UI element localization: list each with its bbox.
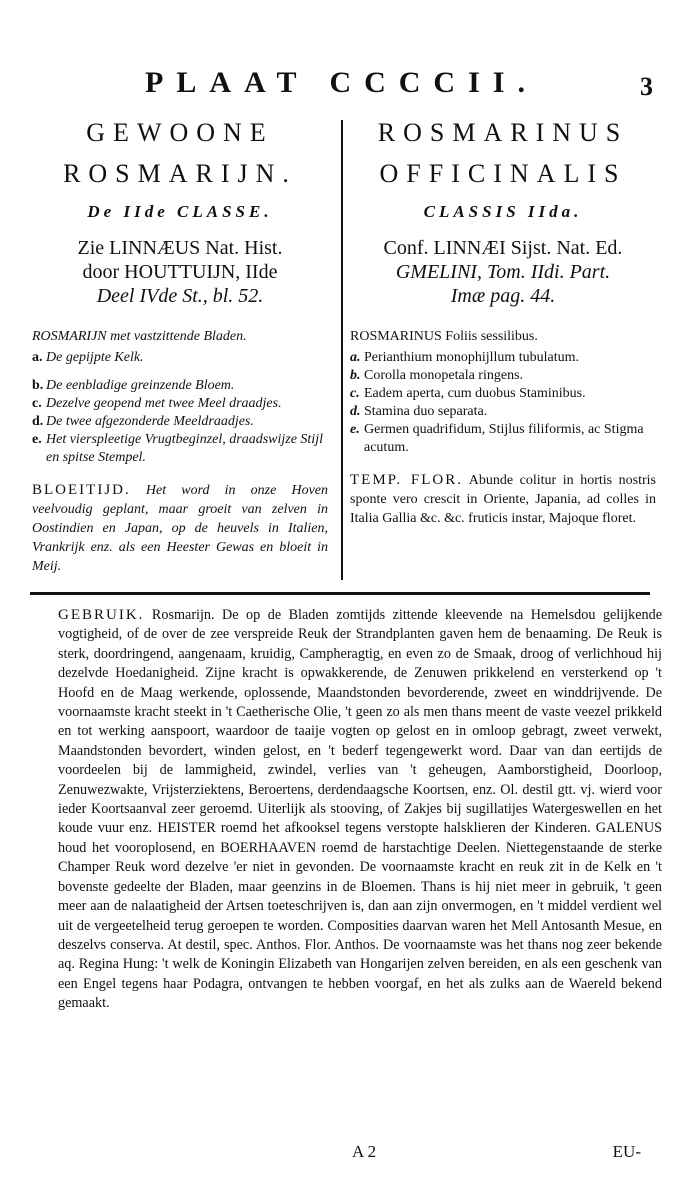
- catchword: EU-: [612, 1142, 641, 1161]
- latin-column: [350, 112, 656, 528]
- item-text: Stamina duo separata.: [364, 404, 488, 419]
- item-label: e.: [350, 422, 360, 437]
- horizontal-rule: [30, 592, 650, 595]
- item-label: a.: [32, 350, 43, 365]
- item-label: b.: [32, 378, 44, 393]
- item-label: c.: [350, 386, 360, 401]
- dutch-class-line: De IIde CLASSE.: [87, 202, 273, 221]
- dutch-item: [32, 431, 328, 467]
- latin-item: [350, 385, 656, 403]
- item-text: Perianthium monophijllum tubulatum.: [364, 350, 580, 365]
- latin-item: [350, 403, 656, 421]
- dutch-ref-line2: door HOUTTUIJN, IIde: [82, 261, 278, 283]
- dutch-item: [32, 377, 328, 395]
- dutch-flowering: [32, 481, 328, 576]
- latin-item: [350, 349, 656, 367]
- item-text: Het vierspleetige Vrugtbeginzel, draadswijze Stijl en spitse Stempel.: [46, 432, 323, 465]
- latin-item: [350, 421, 656, 457]
- latin-title-line1: ROSMARINUS: [377, 118, 629, 147]
- latin-ref-line3: Imæ pag. 44.: [450, 285, 556, 307]
- item-label: b.: [350, 368, 361, 383]
- usage-label: GEBRUIK.: [58, 607, 145, 623]
- latin-ref-line1: Conf. LINNÆI Sijst. Nat. Ed.: [383, 237, 623, 259]
- latin-ref-line2: GMELINI, Tom. IIdi. Part.: [395, 261, 611, 283]
- flowering-text: Abunde colitur in hortis nostris sponte vero crescit in Oriente, Japania, ad colles in Italia Gallia &c. &c. fruticis instar, Majoque floret.: [350, 473, 657, 526]
- item-text: Germen quadrifidum, Stijlus filiformis, ac Stigma acutum.: [364, 422, 644, 455]
- column-divider: [341, 120, 343, 580]
- item-label: a.: [350, 350, 361, 365]
- page-number: 3: [640, 72, 653, 101]
- plate-title: PLAAT CCCCII.: [145, 66, 538, 99]
- latin-item: [350, 367, 656, 385]
- latin-flowering: [350, 471, 656, 528]
- item-text: De eenbladige greinzende Bloem.: [46, 378, 235, 393]
- dutch-description: [32, 328, 328, 467]
- dutch-column: [32, 112, 328, 576]
- usage-text: Rosmarijn. De op de Bladen zomtijds zittende kleevende na Hemelsdou gelijkende vogtigheid, of de over de zee verspreide Reuk der Strandplanten gaven hem de benaaming. De Reuk is sterk, doordringend, aangenaam, kruidig, Campheragtig, en even zo de Smaak, droog of verlichhoud hij dezelvde Hoedanigheid. Zijne kracht is opwakkerende, de Zenuwen prikkelend en versterkend op 't Hoofd en de Maag werkende, oplossende, Maandstonden bevorderende, zweet en winddrijvende. De voornaamste kracht steekt in 't Caetherische Olie, 't geen zo als men thans meent de vaste veezel prikkeld en tot werking aanspoort, waardoor de taaije vogten op gelost en in omloop gebragt, zweet verwekt, Maandstonden bevordert, winden gelost, en 't bederf tegengewerkt word. Daar van dan eertijds de voordeelen bij de lammigheid, zwindel, verlies van 't geheugen, Aamborstigheid, Doorloop, Zenuwezwakte, Vrijsterziektens, Beroertens, derdendaagsche Koortsen, enz. Ol. destil gtt. vj. wierd voor ieder Koortsaanval zeer geroemd. Uiterlijk als stooving, of Zakjes bij sugillatijes Watergeswellen en het koude vuur enz. HEISTER roemd het afkooksel tegens verstopte halsklieren der Kinderen. GALENUS houd het vooroplosend, en BOERHAAVEN roemd de harstachtige Deelen. Niettegenstaande de sterke Champer Reuk word dezelve 'er niet in gevonden. De voornaamste kracht en reuk zit in de Kelk en 't bovenste gedeelte der Bladen, maar geenzins in de Bloemen. Thans is hij niet meer in gebruik, 't geen meer aan de nalaatigheid der Artsen toeteschrijven is, dan aan zijn onvermogen, en 't middel verdient wel uit de vergeetelheid terug geroepen te worden. Composities daarvan waren het Mell Antosanth Mesue, en deszelvs conserva. At destil, spec. Anthos. Flor. Anthos. De voornaamste was het thans nog zeer bekende aq. Regina Hung: 't welk de Koningin Elizabeth van Hongarijen zelven bereiden, en als een geschenk van een Engel tegens haar Podagra, ontvangen te hebben voorgaf, en het als zulks aan de Waereld bekend gemaakt.: [58, 607, 662, 1012]
- latin-reference: [350, 236, 656, 308]
- dutch-reference: [32, 236, 328, 308]
- latin-desc-heading: ROSMARINUS Foliis sessilibus.: [350, 329, 538, 344]
- flowering-text: Het word in onze Hoven veelvoudig geplant, maar groeit van zelven in Oostindien en Japan, op de heuvels in Italien, Vrankrijk enz. als een Heester Gewas en bloeit in Meij.: [32, 483, 328, 574]
- flowering-label: BLOEITIJD.: [32, 482, 131, 498]
- dutch-desc-heading: ROSMARIJN met vastzittende Bladen.: [32, 329, 247, 344]
- flowering-label: TEMP. FLOR.: [350, 472, 463, 488]
- usage-paragraph: [58, 606, 662, 1014]
- dutch-item: [32, 395, 328, 413]
- item-label: c.: [32, 396, 42, 411]
- item-label: e.: [32, 432, 42, 447]
- item-text: Dezelve geopend met twee Meel draadjes.: [46, 396, 282, 411]
- dutch-ref-line3: Deel IVde St., bl. 52.: [96, 285, 264, 307]
- dutch-title-line1: GEWOONE: [86, 118, 274, 147]
- item-text: De twee afgezonderde Meeldraadjes.: [46, 414, 254, 429]
- dutch-item: [32, 349, 328, 367]
- item-text: De gepijpte Kelk.: [46, 350, 144, 365]
- signature-mark: A 2: [352, 1142, 377, 1161]
- item-text: Eadem aperta, cum duobus Staminibus.: [364, 386, 586, 401]
- latin-class-line: CLASSIS IIda.: [423, 202, 583, 221]
- dutch-item: [32, 413, 328, 431]
- latin-description: [350, 328, 656, 457]
- item-label: d.: [350, 404, 361, 419]
- item-text: Corolla monopetala ringens.: [364, 368, 524, 383]
- dutch-ref-line1: Zie LINNÆUS Nat. Hist.: [77, 237, 283, 259]
- item-label: d.: [32, 414, 44, 429]
- dutch-title-line2: ROSMARIJN.: [63, 159, 297, 188]
- latin-title-line2: OFFICINALIS: [379, 159, 627, 188]
